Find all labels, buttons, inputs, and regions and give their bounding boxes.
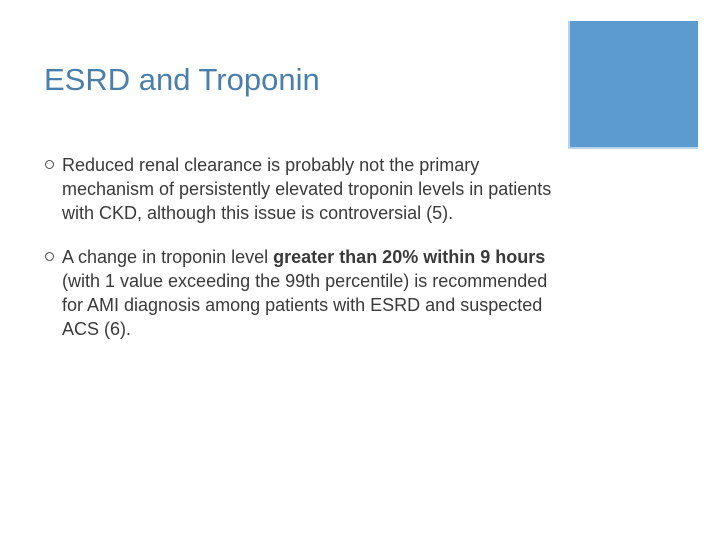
bullet-list xyxy=(44,153,554,361)
hollow-circle-bullet-icon xyxy=(45,252,54,261)
hollow-circle-bullet-icon xyxy=(45,160,54,169)
bullet-item xyxy=(44,245,554,341)
accent-block xyxy=(568,21,698,149)
bullet-text-tail: (with 1 value exceeding the 99th percentile) is recommended for AMI diagnosis among patients with ESRD and suspected ACS (6). xyxy=(62,271,548,339)
bullet-text: Reduced renal clearance is probably not the primary mechanism of persistently elevated troponin levels in patients with CKD, although this issue is controversial (5). xyxy=(62,155,552,223)
bullet-text-lead: A change in troponin level xyxy=(62,247,274,267)
slide-title: ESRD and Troponin xyxy=(44,62,320,97)
bullet-text-emphasis: greater than 20% within 9 hours xyxy=(273,247,546,267)
bullet-item xyxy=(44,153,554,225)
